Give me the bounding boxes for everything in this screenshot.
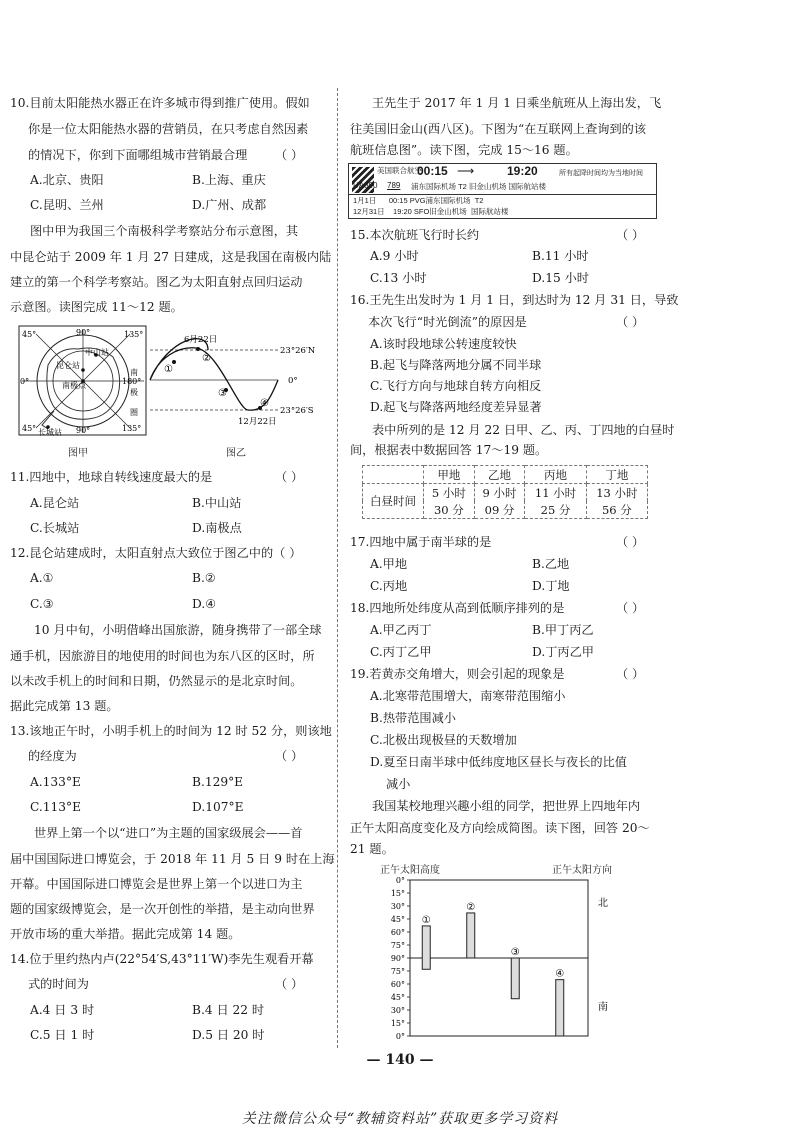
q18-opt-a[interactable]: A.甲乙丙丁 bbox=[370, 623, 432, 637]
q12-stem: 12.昆仑站建成时，太阳直射点大致位于图乙中的（ ） bbox=[10, 546, 302, 560]
intro14-line5: 开放市场的重大举措。据此完成第 14 题。 bbox=[10, 927, 241, 941]
bar-label: ③ bbox=[510, 947, 520, 958]
yi-date-bottom: 12月22日 bbox=[238, 417, 277, 427]
intro13-line1: 10 月中旬，小明借峰出国旅游，随身携带了一部全球 bbox=[34, 623, 322, 637]
table-cell: 25 分 bbox=[525, 501, 586, 519]
q17-stem: 17.四地中属于南半球的是 bbox=[350, 535, 492, 549]
chart-bar bbox=[556, 980, 564, 1036]
dep-line: 1月1日 00:15 PVG浦东国际机场 T2 bbox=[353, 196, 484, 205]
q10-opt-b[interactable]: B.上海、重庆 bbox=[192, 173, 266, 187]
y-tick-label: 15° bbox=[390, 889, 405, 898]
intro11-line3: 建立的第一个科学考察站。图乙为太阳直射点回归运动 bbox=[10, 275, 303, 289]
intro13-line4: 据此完成第 13 题。 bbox=[10, 699, 119, 713]
table-header: 甲地 bbox=[424, 466, 475, 484]
q11-opt-d[interactable]: D.南极点 bbox=[192, 521, 242, 535]
column-divider bbox=[337, 88, 338, 1048]
yi-point-2 bbox=[196, 347, 200, 351]
y-tick-label: 0° bbox=[395, 876, 405, 885]
q13-line2: 的经度为 bbox=[28, 749, 77, 763]
airline-name: 美国联合航空 bbox=[377, 166, 422, 175]
yi-date-top: 6月22日 bbox=[184, 335, 218, 345]
jia-deg-label: 135° bbox=[124, 330, 144, 339]
q15-opt-b[interactable]: B.11 小时 bbox=[532, 249, 589, 263]
chart-bar bbox=[511, 958, 519, 999]
q16-opt-a[interactable]: A.该时段地球公转速度较快 bbox=[370, 337, 517, 351]
table-cell: 11 小时 bbox=[525, 484, 586, 502]
bar-label: ② bbox=[466, 901, 476, 913]
q10-paren: （ ） bbox=[275, 148, 304, 162]
q15-opt-a[interactable]: A.9 小时 bbox=[370, 249, 419, 263]
table-cell: 09 分 bbox=[474, 501, 525, 519]
intro14-line4: 题的国家级博览会，是一次开创性的举措，是主动向世界 bbox=[10, 902, 315, 916]
intro13-line2: 通手机，因旅游目的地使用的时间也为东八区的区时，所 bbox=[10, 649, 315, 663]
table-header: 丁地 bbox=[586, 466, 647, 484]
q19-opt-d[interactable]: D.夏至日南半球中低纬度地区昼长与夜长的比值 bbox=[370, 755, 627, 769]
jia-deg-label: 45° bbox=[22, 330, 37, 339]
y-tick-label: 30° bbox=[390, 1006, 405, 1015]
q19-opt-d-cont: 减小 bbox=[386, 777, 411, 791]
q14-opt-c[interactable]: C.5 日 1 时 bbox=[30, 1028, 95, 1042]
intro11-line4: 示意图。读图完成 11～12 题。 bbox=[10, 300, 183, 314]
page-number: — 140 — bbox=[366, 1052, 434, 1068]
y-tick-label: 60° bbox=[390, 980, 405, 989]
yi-label: ④ bbox=[260, 398, 269, 409]
q13-paren: （ ） bbox=[275, 749, 304, 763]
yi-label: ③ bbox=[218, 388, 227, 399]
flight-info-box bbox=[348, 163, 657, 219]
q18-opt-c[interactable]: C.丙丁乙甲 bbox=[370, 645, 432, 659]
q19-opt-c[interactable]: C.北极出现极昼的天数增加 bbox=[370, 733, 517, 747]
station-label: 南极点 bbox=[62, 381, 86, 390]
figure-yi-caption: 图乙 bbox=[226, 448, 246, 459]
table-header: 丙地 bbox=[525, 466, 586, 484]
jia-deg-label: 45° bbox=[22, 424, 37, 433]
q18-opt-d[interactable]: D.丁丙乙甲 bbox=[532, 645, 594, 659]
q19-paren: （ ） bbox=[616, 667, 645, 681]
intro17-line1: 表中所列的是 12 月 22 日甲、乙、丙、丁四地的白昼时 bbox=[372, 423, 675, 437]
q19-opt-b[interactable]: B.热带范围减小 bbox=[370, 711, 456, 725]
jia-deg-label: 90° bbox=[76, 426, 91, 435]
y-tick-label: 30° bbox=[390, 902, 405, 911]
arr-line: 12月31日 19:20 SFO旧金山机场 国际航站楼 bbox=[353, 207, 509, 216]
intro20-line3: 21 题。 bbox=[350, 842, 394, 856]
q11-opt-c[interactable]: C.长城站 bbox=[30, 521, 80, 535]
q14-opt-d[interactable]: D.5 日 20 时 bbox=[192, 1028, 265, 1042]
aircraft-type: 789 bbox=[387, 181, 401, 190]
footer-note: 关注微信公众号“教辅资料站”获取更多学习资料 bbox=[241, 1111, 559, 1127]
direction-north: 北 bbox=[598, 898, 608, 909]
q13-opt-c[interactable]: C.113°E bbox=[30, 800, 82, 814]
q11-opt-b[interactable]: B.中山站 bbox=[192, 496, 242, 510]
q10-opt-a[interactable]: A.北京、贵阳 bbox=[30, 173, 104, 187]
jia-side-label: 极 bbox=[130, 388, 138, 397]
bar-label: ① bbox=[421, 914, 431, 926]
table-cell: 9 小时 bbox=[474, 484, 525, 502]
intro20-line2: 正午太阳高度变化及方向绘成简图。读下图，回答 20～ bbox=[350, 821, 650, 835]
q17-opt-a[interactable]: A.甲地 bbox=[370, 557, 408, 571]
table-cell: 30 分 bbox=[424, 501, 475, 519]
q11-stem: 11.四地中，地球自转线速度最大的是 bbox=[10, 470, 213, 484]
q10-line1: 10.目前太阳能热水器正在许多城市得到推广使用。假如 bbox=[10, 96, 310, 110]
intro20-line1: 我国某校地理兴趣小组的同学，把世界上四地年内 bbox=[372, 799, 641, 813]
q13-opt-d[interactable]: D.107°E bbox=[192, 800, 244, 814]
intro13-line3: 以未改手机上的时间和日期，仍然显示的是北京时间。 bbox=[10, 674, 303, 688]
y-tick-label: 90° bbox=[390, 954, 405, 963]
station-label: 中山站 bbox=[85, 348, 109, 357]
intro14-line3: 开幕。中国国际进口博览会是世界上第一个以进口为主 bbox=[10, 877, 303, 891]
table-corner bbox=[363, 466, 424, 484]
table-cell: 13 小时 bbox=[586, 484, 647, 502]
y-tick-label: 75° bbox=[390, 967, 405, 976]
station-label: 长城站 bbox=[38, 428, 62, 437]
q19-opt-a[interactable]: A.北寒带范围增大，南寒带范围缩小 bbox=[370, 689, 566, 703]
q17-opt-b[interactable]: B.乙地 bbox=[532, 557, 570, 571]
q17-opt-d[interactable]: D.丁地 bbox=[532, 579, 570, 593]
q13-opt-b[interactable]: B.129°E bbox=[192, 775, 244, 789]
q10-opt-c[interactable]: C.昆明、兰州 bbox=[30, 198, 104, 212]
q14-line1: 14.位于里约热内卢(22°54′S,43°11′W)李先生观看开幕 bbox=[10, 952, 314, 966]
dep-time: 00:15 bbox=[417, 164, 448, 178]
figure-yi bbox=[148, 328, 326, 428]
q10-line3: 的情况下，你到下面哪组城市营销最合理 bbox=[28, 148, 248, 162]
y-tick-label: 60° bbox=[390, 928, 405, 937]
q16-paren: （ ） bbox=[616, 315, 645, 329]
q14-opt-b[interactable]: B.4 日 22 时 bbox=[192, 1003, 265, 1017]
q19-stem: 19.若黄赤交角增大，则会引起的现象是 bbox=[350, 667, 565, 681]
time-note: 所有起降时间均为当地时间 bbox=[559, 170, 643, 177]
yi-lat: 0° bbox=[288, 376, 298, 386]
q16-opt-b[interactable]: B.起飞与降落两地分属不同半球 bbox=[370, 358, 542, 372]
jia-deg-label: 180° bbox=[122, 377, 142, 386]
q15-opt-d[interactable]: D.15 小时 bbox=[532, 271, 589, 285]
q12-opt-d[interactable]: D.④ bbox=[192, 597, 217, 611]
q12-opt-a[interactable]: A.① bbox=[30, 571, 54, 585]
q13-opt-a[interactable]: A.133°E bbox=[30, 775, 81, 789]
q17-opt-c[interactable]: C.丙地 bbox=[370, 579, 408, 593]
q13-line1: 13.该地正午时，小明手机上的时间为 12 时 52 分，则该地 bbox=[10, 724, 332, 738]
route-line: 浦东国际机场 T2 旧金山机场 国际航站楼 bbox=[411, 182, 547, 191]
direction-south: 南 bbox=[598, 1002, 608, 1013]
q11-opt-a[interactable]: A.昆仑站 bbox=[30, 496, 80, 510]
q16-opt-c[interactable]: C.飞行方向与地球自转方向相反 bbox=[370, 379, 542, 393]
q16-opt-d[interactable]: D.起飞与降落两地经度差异显著 bbox=[370, 400, 542, 414]
jia-deg-label: 90° bbox=[76, 328, 91, 337]
q15-opt-c[interactable]: C.13 小时 bbox=[370, 271, 427, 285]
y-tick-label: 45° bbox=[390, 993, 405, 1002]
yi-label: ① bbox=[164, 364, 173, 375]
q17-paren: （ ） bbox=[616, 535, 645, 549]
jia-deg-label: 135° bbox=[122, 424, 142, 433]
arrow-icon: ⟶ bbox=[457, 164, 475, 178]
q14-paren: （ ） bbox=[275, 977, 304, 991]
q12-opt-b[interactable]: B.② bbox=[192, 571, 216, 585]
intro17-line2: 间，根据表中数据回答 17～19 题。 bbox=[350, 443, 548, 457]
noon-sun-chart bbox=[380, 872, 620, 1044]
intro11-line1: 图中甲为我国三个南极科学考察站分布示意图，其 bbox=[30, 224, 299, 238]
q10-opt-d[interactable]: D.广州、成都 bbox=[192, 198, 267, 212]
table-row-label: 白昼时间 bbox=[363, 484, 424, 519]
q16-line1: 16.王先生出发时为 1 月 1 日，到达时为 12 月 31 日，导致 bbox=[350, 293, 679, 307]
intro15-line2: 往美国旧金山(西八区)。下图为“在互联网上查询到的该 bbox=[350, 122, 647, 136]
jia-side-label: 圈 bbox=[130, 408, 138, 417]
figure-jia bbox=[18, 325, 148, 437]
chart-bar bbox=[467, 913, 475, 958]
yi-lat: 23°26′S bbox=[280, 406, 314, 416]
chart-bar bbox=[422, 926, 430, 969]
flight-number: UA890 bbox=[353, 181, 378, 190]
table-cell: 56 分 bbox=[586, 501, 647, 519]
q10-line2: 你是一位太阳能热水器的营销员，在只考虑自然因素 bbox=[28, 122, 309, 136]
q11-paren: （ ） bbox=[275, 470, 304, 484]
daylight-table bbox=[362, 465, 648, 519]
q12-opt-c[interactable]: C.③ bbox=[30, 597, 54, 611]
y-tick-label: 0° bbox=[395, 1032, 405, 1041]
yi-label: ② bbox=[202, 353, 211, 364]
table-header: 乙地 bbox=[474, 466, 525, 484]
yi-lat: 23°26′N bbox=[280, 346, 316, 356]
q15-paren: （ ） bbox=[616, 228, 645, 242]
q16-line2: 本次飞行“时光倒流”的原因是 bbox=[368, 315, 527, 329]
q18-opt-b[interactable]: B.甲丁丙乙 bbox=[532, 623, 594, 637]
q18-paren: （ ） bbox=[616, 601, 645, 615]
q18-stem: 18.四地所处纬度从高到低顺序排列的是 bbox=[350, 601, 565, 615]
arr-time: 19:20 bbox=[507, 164, 538, 178]
chart-ylabel-right: 正午太阳方向 bbox=[552, 865, 612, 876]
intro11-line2: 中昆仑站于 2009 年 1 月 27 日建成，这是我国在南极内陆 bbox=[10, 250, 332, 264]
intro15-line3: 航班信息图”。读下图，完成 15～16 题。 bbox=[350, 143, 578, 157]
y-tick-label: 45° bbox=[390, 915, 405, 924]
table-cell: 5 小时 bbox=[424, 484, 475, 502]
chart-ylabel: 正午太阳高度 bbox=[380, 865, 440, 876]
bar-label: ④ bbox=[555, 968, 565, 980]
jia-deg-label: 0° bbox=[20, 377, 30, 386]
intro14-line1: 世界上第一个以“进口”为主题的国家级展会——首 bbox=[34, 826, 303, 840]
figure-jia-caption: 图甲 bbox=[68, 448, 88, 459]
station-label: 昆仑站 bbox=[56, 361, 80, 370]
q14-line2: 式的时间为 bbox=[28, 977, 89, 991]
q15-stem: 15.本次航班飞行时长约 bbox=[350, 228, 480, 242]
y-tick-label: 15° bbox=[390, 1019, 405, 1028]
q14-opt-a[interactable]: A.4 日 3 时 bbox=[30, 1003, 95, 1017]
y-tick-label: 75° bbox=[390, 941, 405, 950]
intro15-line1: 王先生于 2017 年 1 月 1 日乘坐航班从上海出发，飞 bbox=[372, 96, 662, 110]
intro14-line2: 届中国国际进口博览会，于 2018 年 11 月 5 日 9 时在上海 bbox=[10, 852, 335, 866]
jia-side-label: 南 bbox=[130, 368, 138, 377]
